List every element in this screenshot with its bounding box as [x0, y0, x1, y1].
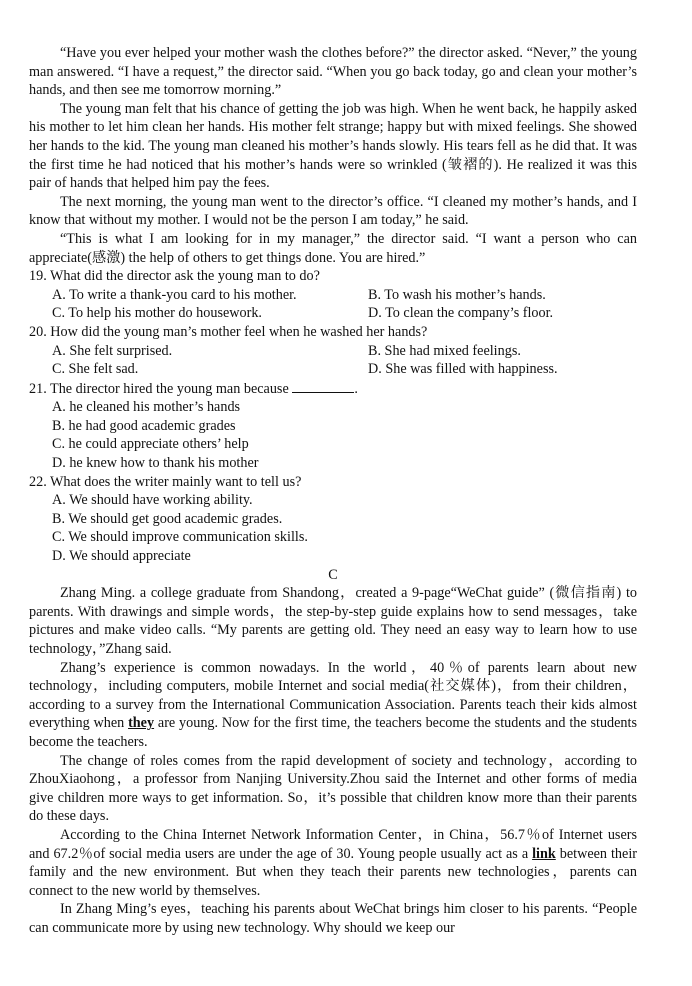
- passage-paragraph: “This is what I am looking for in my manager,” the director said. “I want a person who can appreciate(感激) the help of others to get things done. You are hired.”: [29, 230, 637, 266]
- question-19: [29, 267, 637, 323]
- option-a[interactable]: A. She felt surprised.: [52, 342, 173, 359]
- underlined-word: they: [128, 715, 155, 732]
- question-stem-suffix: .: [354, 380, 358, 397]
- option-b[interactable]: B. he had good academic grades: [52, 417, 236, 434]
- question-stem: 20. How did the young man’s mother feel when he washed her hands?: [29, 323, 428, 340]
- option-b[interactable]: B. To wash his mother’s hands.: [368, 286, 546, 303]
- option-d[interactable]: D. To clean the company’s floor.: [368, 305, 554, 322]
- passage-paragraph: The next morning, the young man went to the director’s office. “I cleaned my mother’s hands, and I know that without my mother. I would not be the person I am today,” he said.: [29, 193, 637, 229]
- option-a[interactable]: A. he cleaned his mother’s hands: [52, 399, 241, 416]
- option-b[interactable]: B. She had mixed feelings.: [368, 342, 521, 359]
- question-stem: 22. What does the writer mainly want to tell us?: [29, 473, 302, 490]
- option-c[interactable]: C. She felt sad.: [52, 361, 139, 378]
- passage-paragraph: “Have you ever helped your mother wash the clothes before?” the director asked. “Never,” the young man answered. “I have a request,” the director said. “When you go back today, go and clean your mother’s hands, and then see me tomorrow morning.”: [29, 45, 637, 99]
- answer-blank: [292, 379, 354, 393]
- option-d[interactable]: D. We should appreciate: [52, 548, 191, 565]
- exam-page: [29, 44, 637, 938]
- question-stem: [29, 379, 637, 399]
- text-span: are young. Now for the first time, the teachers become the students and the students become the teachers.: [29, 715, 637, 750]
- underlined-word: link: [532, 845, 556, 862]
- option-b[interactable]: B. We should get good academic grades.: [52, 510, 283, 527]
- passage-paragraph: The change of roles comes from the rapid development of society and technology，according to ZhouXiaohong，a professor from Nanjing University.Zhou said the Internet and other forms of media give children more ways to get information. So，it’s possible that children know more than their parents do these days.: [29, 752, 637, 825]
- option-d[interactable]: D. he knew how to thank his mother: [52, 455, 259, 472]
- option-a[interactable]: A. To write a thank-you card to his mother.: [52, 286, 297, 303]
- passage-paragraph: [29, 659, 637, 752]
- text-span: Zhang’s experience is common nowadays. In the world，40％of parents learn about new technology，including computers, mobile Internet and social media(社交媒体)，from their children，according to a survey from the International Communication Association. Parents teach their kids almost everything when: [29, 659, 637, 732]
- passage-paragraph: In Zhang Ming’s eyes，teaching his parents about WeChat brings him closer to his parents. “People can communicate more by using new technology. Why should we keep our: [29, 901, 637, 936]
- question-21: [29, 379, 637, 473]
- question-20: [29, 323, 637, 379]
- passage-paragraph: [29, 826, 637, 900]
- option-a[interactable]: A. We should have working ability.: [52, 492, 253, 509]
- passage-paragraph: Zhang Ming. a college graduate from Shandong，created a 9-page“WeChat guide” (微信指南) to parents. With drawings and simple words，the step-by-step guide explains how to send messages，take pictures and make video calls. “My parents are getting old. They need an easy way to learn how to use technology，”Zhang said.: [29, 585, 637, 657]
- passage-paragraph: The young man felt that his chance of getting the job was high. When he went back, he happily asked his mother to let him clean her hands. His mother felt strange; happy but with mixed feelings. She showed her hands to the kid. The young man cleaned his mother’s hands slowly. His tears fell as he did that. It was the first time he had noticed that his mother’s hands were so wrinkled (皱褶的). He realized it was this pair of hands that helped him pay the fees.: [29, 100, 637, 192]
- question-22: [29, 473, 637, 566]
- option-d[interactable]: D. She was filled with happiness.: [368, 361, 558, 378]
- text-span: between their family and the new environment. But when they teach their parents new technologies，parents can connect to the new world by themselves.: [29, 845, 637, 899]
- question-stem-text: 21. The director hired the young man because: [29, 380, 289, 397]
- option-c[interactable]: C. he could appreciate others’ help: [52, 436, 249, 453]
- text-span: According to the China Internet Network Information Center，in China，56.7％of Internet users and 67.2％of social media users are under the age of 30. Young people usually act as a: [29, 826, 637, 862]
- option-c[interactable]: C. We should improve communication skills.: [52, 529, 308, 546]
- option-c[interactable]: C. To help his mother do housework.: [52, 305, 262, 322]
- question-stem: 19. What did the director ask the young man to do?: [29, 268, 320, 285]
- section-heading: C: [328, 566, 338, 583]
